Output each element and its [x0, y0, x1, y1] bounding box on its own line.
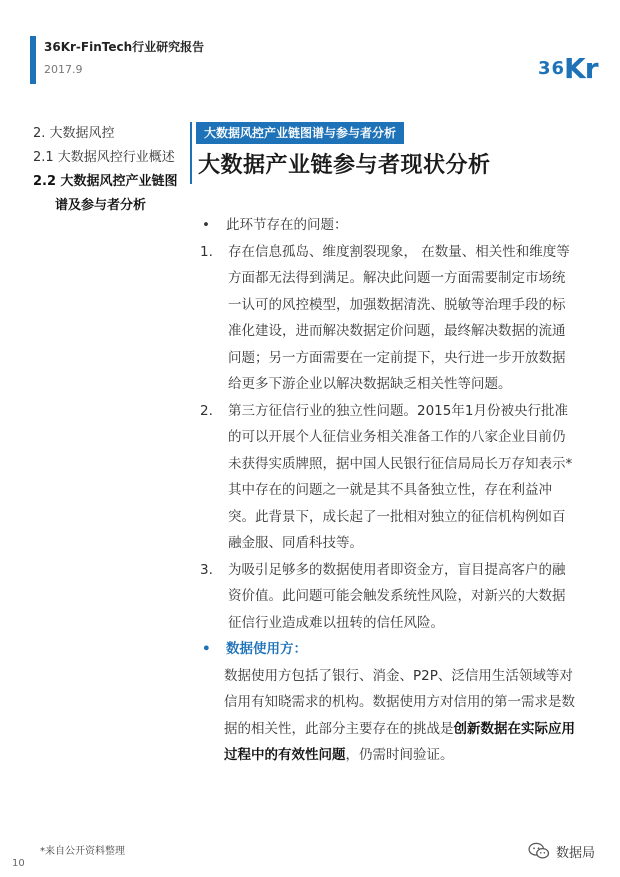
intro-bullet: [196, 212, 576, 239]
issue-text: 存在信息孤岛、维度割裂现象， 在数量、相关性和维度等方面都无法得到满足。解决此问题一方面需要制定市场统一认可的风控模型，加强数据清洗、脱敏等治理手段的标准化建设，进而解决数据定价问题，最终解决数据的流通问题；另一方面需要在一定前提下，央行进一步开放数据给更多下游企业以解决数据缺乏相关性等问题。: [228, 243, 570, 392]
report-title: 36Kr-FinTech行业研究报告: [44, 40, 205, 54]
issue-item-1: [196, 239, 576, 398]
issue-number: 1.: [200, 243, 213, 260]
page-title: 大数据产业链参与者现状分析: [198, 153, 491, 178]
data-user-tail: ，仍需时间验证。: [345, 747, 454, 763]
table-of-contents: [33, 122, 193, 218]
data-user-heading: 数据使用方：: [226, 641, 307, 657]
toc-item-2[interactable]: 2. 大数据风控: [33, 126, 115, 141]
section-tag: 大数据风控产业链图谱与参与者分析: [196, 122, 404, 144]
bullet-icon: •: [202, 641, 211, 657]
issue-number: 3.: [200, 561, 213, 578]
logo-kr: Kr: [564, 52, 598, 85]
data-user-bullet: [196, 636, 576, 663]
issue-text: 第三方征信行业的独立性问题。2015年1月份被央行批准的可以开展个人征信业务相关准备工作的八家企业目前仍未获得实质牌照，据中国人民银行征信局局长万存知表示*其中存在的问题之一就是其不具备独立性，存在利益冲突。此背景下，成长起了一批相对独立的征信机构例如百融金服、同盾科技等。: [228, 402, 573, 551]
intro-text: 此环节存在的问题：: [226, 217, 348, 233]
toc-item-2-2[interactable]: 2.2 大数据风控产业链图: [33, 174, 178, 189]
wechat-icon: [528, 842, 550, 860]
header-accent-bar: [30, 36, 36, 84]
issue-number: 2.: [200, 402, 213, 419]
watermark: [528, 840, 595, 862]
watermark-text: 数据局: [556, 845, 596, 861]
footnote: *来自公开资料整理: [40, 846, 125, 857]
36kr-logo: [538, 54, 608, 90]
report-date: 2017.9: [44, 63, 83, 76]
page-number: 10: [12, 858, 25, 869]
toc-item-2-2-cont[interactable]: 谱及参与者分析: [55, 198, 147, 213]
issue-item-3: [196, 557, 576, 637]
issue-item-2: [196, 398, 576, 557]
data-user-paragraph: [196, 663, 576, 769]
data-user-text: 数据使用方包括了银行、消金、P2P、泛信用生活领域等对信用有知晓需求的机构。数据使用方对信用的第一需求是数据的相关性，此部分主要存在的挑战是: [224, 667, 575, 737]
main-content: [196, 212, 576, 769]
issue-text: 为吸引足够多的数据使用者即资金方，盲目提高客户的融资价值。此问题可能会触发系统性风险，对新兴的大数据征信行业造成难以扭转的信任风险。: [228, 561, 566, 631]
toc-divider: [190, 122, 192, 184]
bullet-icon: •: [202, 217, 210, 233]
toc-item-2-1[interactable]: 2.1 大数据风控行业概述: [33, 150, 175, 165]
logo-number: 36: [538, 58, 566, 79]
data-user-bold: 创新数据在实际应用过程中的有效性问题: [224, 720, 575, 763]
